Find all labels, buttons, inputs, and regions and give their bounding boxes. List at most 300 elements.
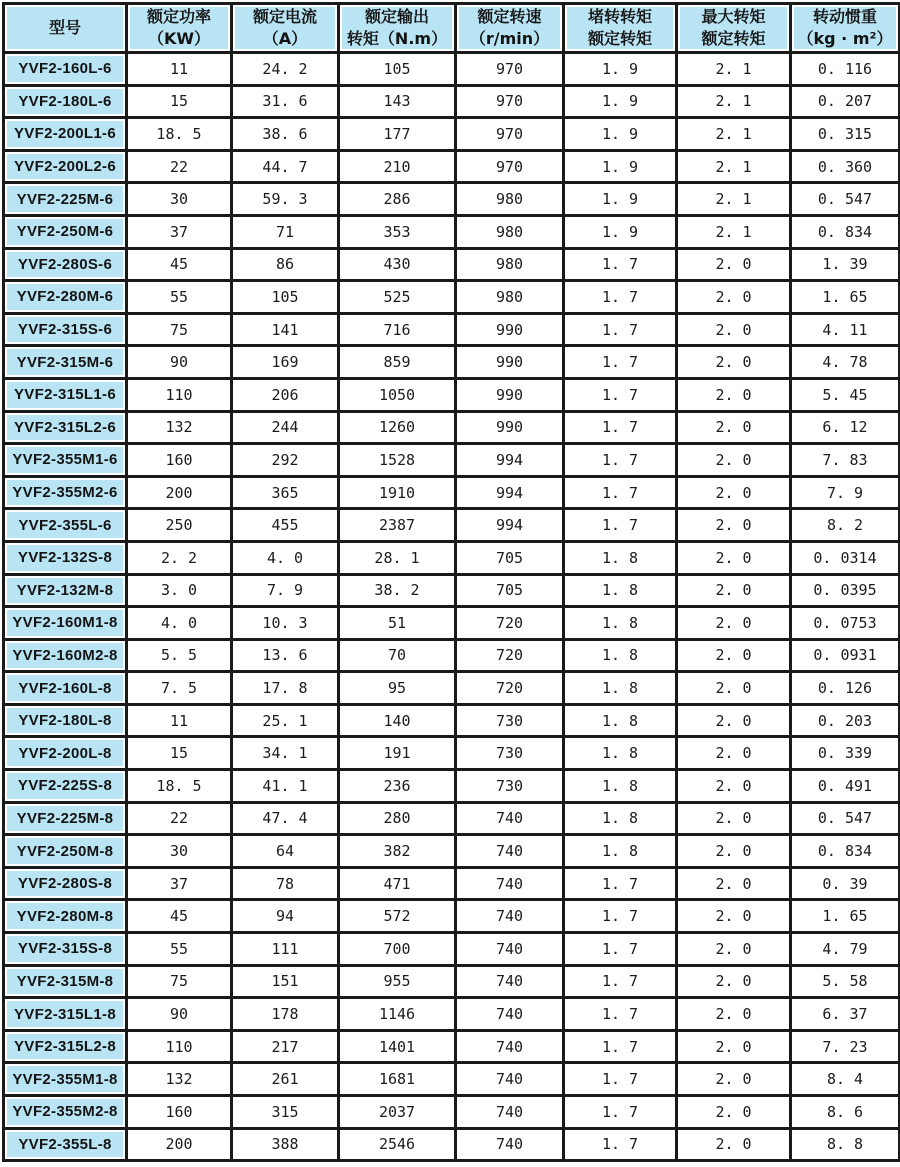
cell-max-torque-ratio: 2. 0	[677, 444, 791, 477]
cell-max-torque-ratio: 2. 0	[677, 639, 791, 672]
cell-torque: 1260	[339, 411, 456, 444]
cell-power: 75	[127, 313, 232, 346]
cell-model: YVF2-160M2-8	[4, 639, 127, 672]
cell-model: YVF2-225M-8	[4, 802, 127, 835]
table-row	[4, 639, 900, 672]
column-header-inertia	[791, 4, 900, 53]
cell-torque: 236	[339, 770, 456, 803]
table-row	[4, 770, 900, 803]
cell-torque: 191	[339, 737, 456, 770]
header-line: 额定转矩	[701, 29, 766, 48]
cell-torque: 1401	[339, 1030, 456, 1063]
cell-torque: 2546	[339, 1128, 456, 1161]
table-row	[4, 835, 900, 868]
cell-model: YVF2-315M-6	[4, 346, 127, 379]
cell-current: 365	[232, 476, 339, 509]
cell-power: 110	[127, 1030, 232, 1063]
header-line: 额定转速	[477, 7, 542, 27]
cell-locked-torque-ratio: 1. 7	[564, 1128, 677, 1161]
cell-model: YVF2-250M-6	[4, 215, 127, 248]
cell-speed: 970	[456, 53, 564, 86]
cell-speed: 740	[456, 1128, 564, 1161]
cell-model: YVF2-355L-6	[4, 509, 127, 542]
cell-max-torque-ratio: 2. 0	[677, 933, 791, 966]
cell-speed: 980	[456, 215, 564, 248]
cell-max-torque-ratio: 2. 0	[677, 802, 791, 835]
cell-torque: 1910	[339, 476, 456, 509]
cell-model: YVF2-355M1-8	[4, 1063, 127, 1096]
cell-speed: 730	[456, 770, 564, 803]
cell-model: YVF2-315L2-6	[4, 411, 127, 444]
cell-speed: 740	[456, 1096, 564, 1129]
cell-max-torque-ratio: 2. 0	[677, 835, 791, 868]
cell-torque: 859	[339, 346, 456, 379]
cell-max-torque-ratio: 2. 0	[677, 313, 791, 346]
cell-power: 22	[127, 150, 232, 183]
cell-locked-torque-ratio: 1. 9	[564, 150, 677, 183]
cell-speed: 994	[456, 444, 564, 477]
cell-speed: 720	[456, 607, 564, 640]
cell-model: YVF2-160L-6	[4, 53, 127, 86]
cell-inertia: 0. 0314	[791, 541, 900, 574]
cell-speed: 720	[456, 639, 564, 672]
cell-torque: 177	[339, 118, 456, 151]
table-row	[4, 1030, 900, 1063]
cell-locked-torque-ratio: 1. 9	[564, 118, 677, 151]
cell-speed: 990	[456, 313, 564, 346]
cell-power: 250	[127, 509, 232, 542]
cell-inertia: 8. 6	[791, 1096, 900, 1129]
cell-locked-torque-ratio: 1. 8	[564, 541, 677, 574]
cell-torque: 70	[339, 639, 456, 672]
cell-max-torque-ratio: 2. 0	[677, 541, 791, 574]
cell-model: YVF2-132M-8	[4, 574, 127, 607]
cell-torque: 140	[339, 704, 456, 737]
cell-current: 178	[232, 998, 339, 1031]
cell-power: 75	[127, 965, 232, 998]
cell-power: 15	[127, 737, 232, 770]
table-row	[4, 574, 900, 607]
cell-torque: 353	[339, 215, 456, 248]
cell-locked-torque-ratio: 1. 7	[564, 411, 677, 444]
header-line: （r/min）	[469, 29, 550, 48]
cell-max-torque-ratio: 2. 1	[677, 118, 791, 151]
header-line: 转矩（N.m）	[346, 29, 448, 48]
table-row	[4, 1128, 900, 1161]
cell-locked-torque-ratio: 1. 7	[564, 346, 677, 379]
cell-inertia: 8. 4	[791, 1063, 900, 1096]
table-body	[4, 53, 900, 1161]
cell-power: 200	[127, 1128, 232, 1161]
cell-inertia: 0. 0395	[791, 574, 900, 607]
cell-max-torque-ratio: 2. 0	[677, 1030, 791, 1063]
cell-max-torque-ratio: 2. 0	[677, 607, 791, 640]
cell-locked-torque-ratio: 1. 7	[564, 1096, 677, 1129]
cell-torque: 572	[339, 900, 456, 933]
cell-inertia: 0. 834	[791, 835, 900, 868]
header-line: 额定功率	[146, 7, 211, 27]
cell-power: 37	[127, 215, 232, 248]
table-row	[4, 183, 900, 216]
cell-model: YVF2-200L2-6	[4, 150, 127, 183]
cell-model: YVF2-160L-8	[4, 672, 127, 705]
cell-inertia: 0. 339	[791, 737, 900, 770]
cell-model: YVF2-315L1-6	[4, 378, 127, 411]
cell-max-torque-ratio: 2. 0	[677, 965, 791, 998]
cell-speed: 720	[456, 672, 564, 705]
cell-inertia: 5. 58	[791, 965, 900, 998]
cell-inertia: 5. 45	[791, 378, 900, 411]
cell-power: 55	[127, 281, 232, 314]
cell-current: 94	[232, 900, 339, 933]
header-line: （KW）	[147, 29, 211, 48]
cell-max-torque-ratio: 2. 0	[677, 770, 791, 803]
cell-locked-torque-ratio: 1. 7	[564, 281, 677, 314]
cell-model: YVF2-280M-6	[4, 281, 127, 314]
cell-current: 78	[232, 867, 339, 900]
header-line: 额定转矩	[587, 29, 652, 48]
cell-model: YVF2-160M1-8	[4, 607, 127, 640]
table-row	[4, 1096, 900, 1129]
header-line: 额定电流	[252, 7, 317, 27]
cell-torque: 955	[339, 965, 456, 998]
cell-current: 25. 1	[232, 704, 339, 737]
cell-max-torque-ratio: 2. 0	[677, 1096, 791, 1129]
table-row	[4, 476, 900, 509]
column-header-power	[127, 4, 232, 53]
table-row	[4, 281, 900, 314]
table-row	[4, 867, 900, 900]
cell-torque: 430	[339, 248, 456, 281]
table-row	[4, 509, 900, 542]
cell-locked-torque-ratio: 1. 9	[564, 53, 677, 86]
cell-speed: 730	[456, 737, 564, 770]
cell-inertia: 0. 39	[791, 867, 900, 900]
cell-torque: 38. 2	[339, 574, 456, 607]
header-line: 堵转转矩	[587, 7, 652, 27]
cell-max-torque-ratio: 2. 1	[677, 150, 791, 183]
cell-torque: 700	[339, 933, 456, 966]
table-row	[4, 248, 900, 281]
cell-locked-torque-ratio: 1. 8	[564, 672, 677, 705]
cell-locked-torque-ratio: 1. 7	[564, 313, 677, 346]
table-row	[4, 1063, 900, 1096]
cell-power: 7. 5	[127, 672, 232, 705]
cell-power: 30	[127, 183, 232, 216]
cell-speed: 980	[456, 183, 564, 216]
cell-power: 22	[127, 802, 232, 835]
cell-model: YVF2-355L-8	[4, 1128, 127, 1161]
cell-locked-torque-ratio: 1. 8	[564, 770, 677, 803]
cell-max-torque-ratio: 2. 0	[677, 346, 791, 379]
cell-speed: 740	[456, 835, 564, 868]
cell-speed: 994	[456, 509, 564, 542]
cell-current: 17. 8	[232, 672, 339, 705]
cell-inertia: 1. 65	[791, 281, 900, 314]
cell-speed: 970	[456, 150, 564, 183]
cell-inertia: 4. 11	[791, 313, 900, 346]
column-header-torque	[339, 4, 456, 53]
table-row	[4, 541, 900, 574]
cell-model: YVF2-180L-8	[4, 704, 127, 737]
cell-model: YVF2-355M1-6	[4, 444, 127, 477]
cell-inertia: 7. 9	[791, 476, 900, 509]
cell-max-torque-ratio: 2. 0	[677, 248, 791, 281]
cell-inertia: 0. 116	[791, 53, 900, 86]
cell-max-torque-ratio: 2. 0	[677, 378, 791, 411]
column-header-speed	[456, 4, 564, 53]
cell-power: 160	[127, 1096, 232, 1129]
cell-torque: 28. 1	[339, 541, 456, 574]
cell-speed: 740	[456, 900, 564, 933]
cell-current: 64	[232, 835, 339, 868]
cell-power: 160	[127, 444, 232, 477]
cell-current: 151	[232, 965, 339, 998]
table-row	[4, 607, 900, 640]
cell-inertia: 0. 0931	[791, 639, 900, 672]
cell-current: 13. 6	[232, 639, 339, 672]
cell-locked-torque-ratio: 1. 7	[564, 1030, 677, 1063]
cell-power: 18. 5	[127, 770, 232, 803]
cell-power: 110	[127, 378, 232, 411]
cell-locked-torque-ratio: 1. 8	[564, 704, 677, 737]
cell-inertia: 4. 78	[791, 346, 900, 379]
cell-power: 30	[127, 835, 232, 868]
cell-model: YVF2-200L-8	[4, 737, 127, 770]
cell-power: 37	[127, 867, 232, 900]
cell-speed: 740	[456, 998, 564, 1031]
cell-power: 15	[127, 85, 232, 118]
cell-locked-torque-ratio: 1. 9	[564, 215, 677, 248]
cell-inertia: 0. 207	[791, 85, 900, 118]
cell-torque: 210	[339, 150, 456, 183]
table-row	[4, 672, 900, 705]
cell-inertia: 0. 547	[791, 183, 900, 216]
header-line: （kg · m²）	[797, 29, 893, 48]
table-row	[4, 444, 900, 477]
cell-max-torque-ratio: 2. 1	[677, 183, 791, 216]
cell-current: 455	[232, 509, 339, 542]
cell-power: 90	[127, 998, 232, 1031]
cell-max-torque-ratio: 2. 0	[677, 281, 791, 314]
header-line: 型号	[48, 18, 81, 38]
cell-torque: 2387	[339, 509, 456, 542]
table-row	[4, 900, 900, 933]
cell-torque: 2037	[339, 1096, 456, 1129]
cell-current: 34. 1	[232, 737, 339, 770]
cell-inertia: 4. 79	[791, 933, 900, 966]
header-line: 最大转矩	[701, 7, 766, 27]
cell-current: 169	[232, 346, 339, 379]
cell-locked-torque-ratio: 1. 8	[564, 607, 677, 640]
cell-locked-torque-ratio: 1. 7	[564, 476, 677, 509]
table-row	[4, 118, 900, 151]
cell-current: 4. 0	[232, 541, 339, 574]
cell-inertia: 1. 65	[791, 900, 900, 933]
cell-locked-torque-ratio: 1. 8	[564, 835, 677, 868]
table-header	[4, 4, 900, 53]
cell-torque: 51	[339, 607, 456, 640]
cell-inertia: 7. 23	[791, 1030, 900, 1063]
cell-power: 200	[127, 476, 232, 509]
cell-locked-torque-ratio: 1. 7	[564, 933, 677, 966]
cell-speed: 740	[456, 1063, 564, 1096]
cell-current: 59. 3	[232, 183, 339, 216]
cell-max-torque-ratio: 2. 1	[677, 85, 791, 118]
cell-speed: 705	[456, 541, 564, 574]
cell-locked-torque-ratio: 1. 7	[564, 965, 677, 998]
cell-max-torque-ratio: 2. 1	[677, 53, 791, 86]
table-row	[4, 965, 900, 998]
cell-locked-torque-ratio: 1. 7	[564, 867, 677, 900]
cell-torque: 525	[339, 281, 456, 314]
cell-locked-torque-ratio: 1. 7	[564, 509, 677, 542]
column-header-locked-torque-ratio	[564, 4, 677, 53]
cell-max-torque-ratio: 2. 0	[677, 1063, 791, 1096]
cell-locked-torque-ratio: 1. 9	[564, 183, 677, 216]
cell-current: 261	[232, 1063, 339, 1096]
cell-current: 71	[232, 215, 339, 248]
cell-model: YVF2-225M-6	[4, 183, 127, 216]
cell-torque: 716	[339, 313, 456, 346]
cell-speed: 730	[456, 704, 564, 737]
cell-torque: 1528	[339, 444, 456, 477]
cell-speed: 994	[456, 476, 564, 509]
column-header-model	[4, 4, 127, 53]
table-row	[4, 704, 900, 737]
cell-max-torque-ratio: 2. 0	[677, 509, 791, 542]
cell-inertia: 7. 83	[791, 444, 900, 477]
table-row	[4, 85, 900, 118]
cell-inertia: 0. 547	[791, 802, 900, 835]
cell-speed: 740	[456, 933, 564, 966]
table-row	[4, 378, 900, 411]
cell-locked-torque-ratio: 1. 7	[564, 444, 677, 477]
cell-model: YVF2-315L2-8	[4, 1030, 127, 1063]
cell-max-torque-ratio: 2. 0	[677, 476, 791, 509]
cell-current: 244	[232, 411, 339, 444]
cell-current: 111	[232, 933, 339, 966]
cell-current: 47. 4	[232, 802, 339, 835]
cell-torque: 105	[339, 53, 456, 86]
cell-inertia: 0. 203	[791, 704, 900, 737]
cell-locked-torque-ratio: 1. 8	[564, 802, 677, 835]
cell-torque: 1681	[339, 1063, 456, 1096]
cell-model: YVF2-355M2-6	[4, 476, 127, 509]
cell-speed: 740	[456, 867, 564, 900]
cell-max-torque-ratio: 2. 0	[677, 704, 791, 737]
cell-torque: 143	[339, 85, 456, 118]
cell-torque: 95	[339, 672, 456, 705]
cell-torque: 1050	[339, 378, 456, 411]
cell-model: YVF2-280S-6	[4, 248, 127, 281]
cell-max-torque-ratio: 2. 0	[677, 1128, 791, 1161]
cell-power: 90	[127, 346, 232, 379]
cell-model: YVF2-225S-8	[4, 770, 127, 803]
cell-power: 45	[127, 900, 232, 933]
cell-speed: 990	[456, 378, 564, 411]
cell-current: 388	[232, 1128, 339, 1161]
cell-current: 44. 7	[232, 150, 339, 183]
table-row	[4, 411, 900, 444]
table-row	[4, 933, 900, 966]
cell-max-torque-ratio: 2. 0	[677, 867, 791, 900]
table-row	[4, 313, 900, 346]
cell-locked-torque-ratio: 1. 8	[564, 574, 677, 607]
cell-current: 86	[232, 248, 339, 281]
cell-max-torque-ratio: 2. 1	[677, 215, 791, 248]
header-row	[4, 4, 900, 53]
cell-torque: 286	[339, 183, 456, 216]
cell-current: 105	[232, 281, 339, 314]
cell-inertia: 0. 315	[791, 118, 900, 151]
cell-locked-torque-ratio: 1. 7	[564, 248, 677, 281]
cell-locked-torque-ratio: 1. 7	[564, 998, 677, 1031]
cell-current: 206	[232, 378, 339, 411]
cell-max-torque-ratio: 2. 0	[677, 998, 791, 1031]
cell-model: YVF2-315L1-8	[4, 998, 127, 1031]
table-row	[4, 215, 900, 248]
header-line: 额定输出	[364, 7, 429, 27]
cell-speed: 990	[456, 411, 564, 444]
cell-model: YVF2-315S-6	[4, 313, 127, 346]
cell-power: 11	[127, 53, 232, 86]
cell-locked-torque-ratio: 1. 7	[564, 900, 677, 933]
cell-inertia: 0. 126	[791, 672, 900, 705]
cell-model: YVF2-280M-8	[4, 900, 127, 933]
cell-locked-torque-ratio: 1. 7	[564, 378, 677, 411]
cell-inertia: 0. 360	[791, 150, 900, 183]
cell-model: YVF2-280S-8	[4, 867, 127, 900]
cell-power: 11	[127, 704, 232, 737]
cell-torque: 471	[339, 867, 456, 900]
cell-current: 41. 1	[232, 770, 339, 803]
column-header-current	[232, 4, 339, 53]
cell-torque: 280	[339, 802, 456, 835]
cell-power: 45	[127, 248, 232, 281]
cell-locked-torque-ratio: 1. 7	[564, 1063, 677, 1096]
cell-model: YVF2-315S-8	[4, 933, 127, 966]
cell-power: 4. 0	[127, 607, 232, 640]
cell-inertia: 0. 491	[791, 770, 900, 803]
cell-torque: 1146	[339, 998, 456, 1031]
cell-model: YVF2-180L-6	[4, 85, 127, 118]
cell-current: 7. 9	[232, 574, 339, 607]
cell-current: 217	[232, 1030, 339, 1063]
table-row	[4, 802, 900, 835]
cell-inertia: 8. 8	[791, 1128, 900, 1161]
header-line: （A）	[262, 29, 308, 48]
cell-max-torque-ratio: 2. 0	[677, 737, 791, 770]
cell-max-torque-ratio: 2. 0	[677, 672, 791, 705]
table-row	[4, 998, 900, 1031]
cell-inertia: 6. 12	[791, 411, 900, 444]
cell-speed: 705	[456, 574, 564, 607]
cell-inertia: 6. 37	[791, 998, 900, 1031]
column-header-max-torque-ratio	[677, 4, 791, 53]
cell-speed: 980	[456, 248, 564, 281]
cell-current: 38. 6	[232, 118, 339, 151]
cell-speed: 740	[456, 965, 564, 998]
cell-current: 31. 6	[232, 85, 339, 118]
motor-spec-table	[2, 2, 900, 1162]
cell-inertia: 8. 2	[791, 509, 900, 542]
cell-locked-torque-ratio: 1. 9	[564, 85, 677, 118]
cell-current: 141	[232, 313, 339, 346]
cell-model: YVF2-315M-8	[4, 965, 127, 998]
cell-speed: 970	[456, 118, 564, 151]
cell-model: YVF2-200L1-6	[4, 118, 127, 151]
